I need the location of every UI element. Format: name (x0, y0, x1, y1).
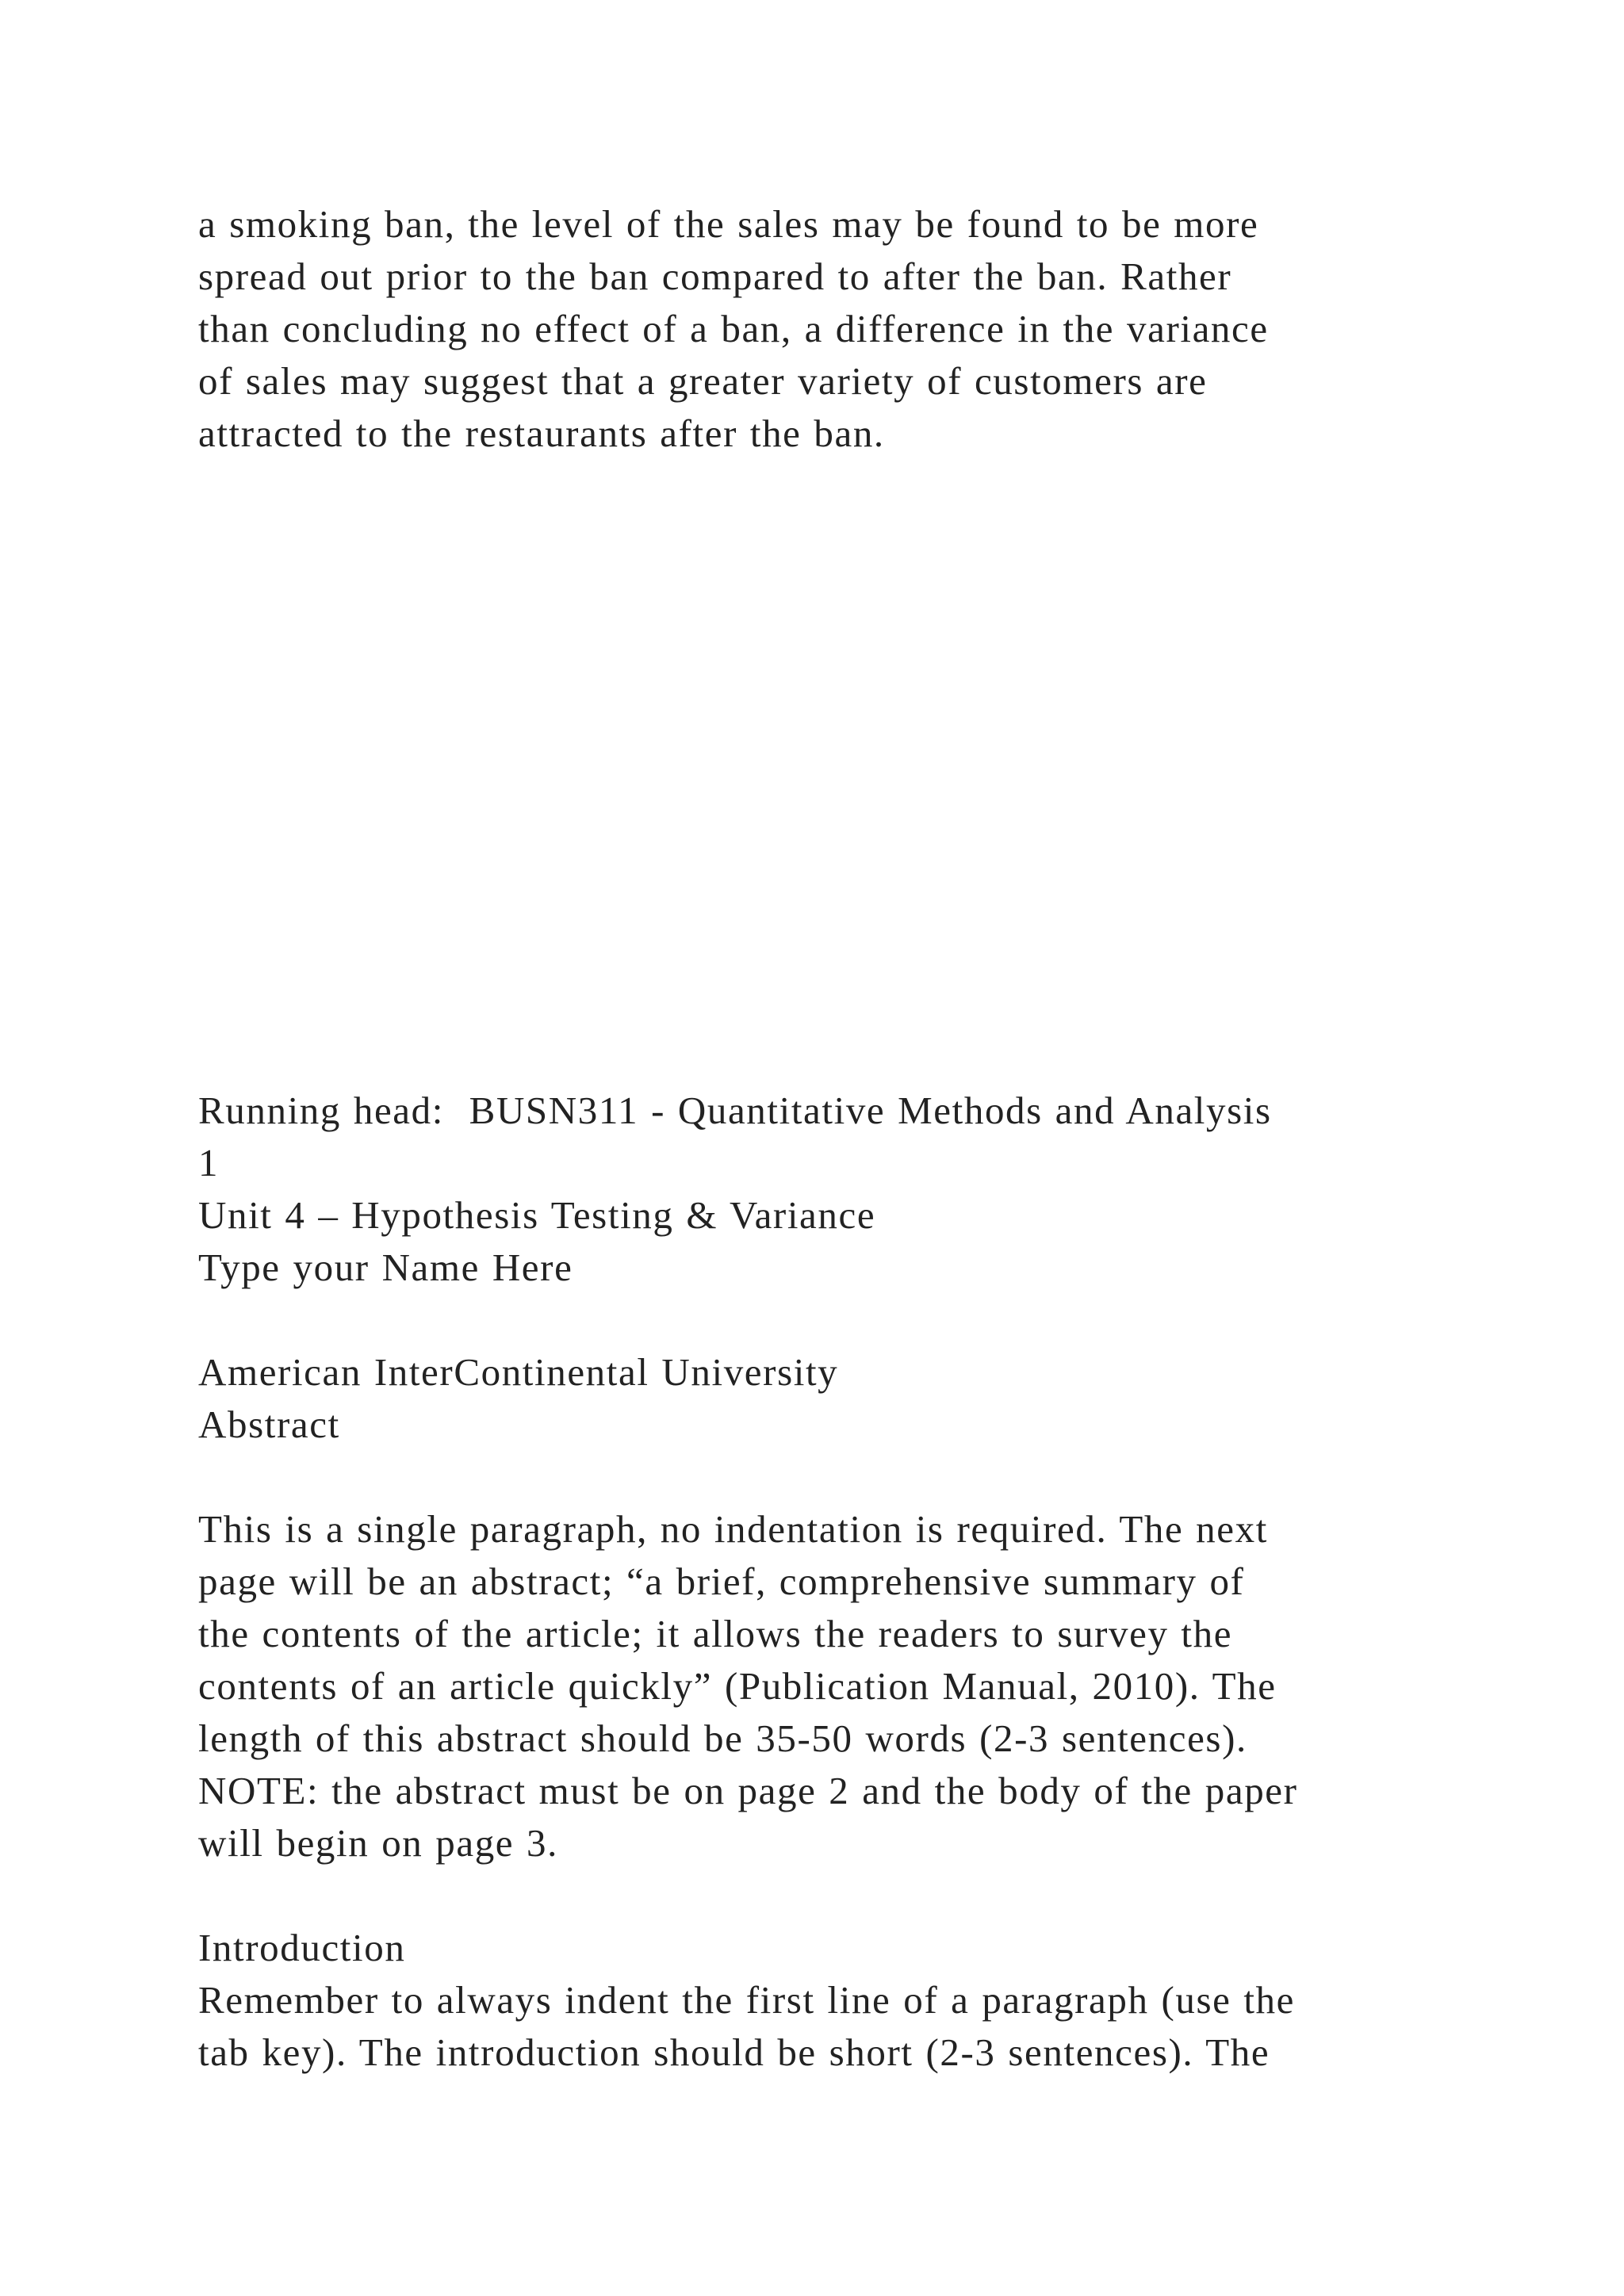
document-title: Unit 4 – Hypothesis Testing & Variance (198, 1193, 876, 1237)
paragraph-line: attracted to the restaurants after the ban. (198, 411, 885, 455)
running-head: Running head: BUSN311 - Quantitative Methods and Analysis (198, 1089, 1272, 1132)
abstract-heading: Abstract (198, 1402, 340, 1446)
abstract-line: the contents of the article; it allows the readers to survey the (198, 1612, 1233, 1655)
continued-paragraph (198, 198, 1467, 460)
paragraph-line: of sales may suggest that a greater variety of customers are (198, 359, 1208, 403)
abstract-line: page will be an abstract; “a brief, comprehensive summary of (198, 1559, 1245, 1603)
title-page-section (198, 1085, 1467, 2079)
paragraph-line: than concluding no effect of a ban, a difference in the variance (198, 307, 1269, 350)
abstract-line: contents of an article quickly” (Publication Manual, 2010). The (198, 1664, 1277, 1708)
introduction-line: tab key). The introduction should be short (2-3 sentences). The (198, 2030, 1270, 2074)
abstract-line: will begin on page 3. (198, 1821, 558, 1865)
institution-name: American InterContinental University (198, 1350, 839, 1394)
abstract-line: This is a single paragraph, no indentation is required. The next (198, 1507, 1268, 1551)
introduction-line: Remember to always indent the first line of a paragraph (use the (198, 1978, 1295, 2022)
blank-line (198, 1451, 1467, 1503)
page-number: 1 (198, 1141, 220, 1184)
blank-line (198, 1869, 1467, 1922)
paragraph-line: a smoking ban, the level of the sales may be found to be more (198, 202, 1259, 246)
abstract-line: NOTE: the abstract must be on page 2 and the body of the paper (198, 1769, 1298, 1812)
blank-line (198, 1294, 1467, 1346)
introduction-heading: Introduction (198, 1926, 406, 1969)
abstract-line: length of this abstract should be 35-50 words (2-3 sentences). (198, 1716, 1247, 1760)
paragraph-line: spread out prior to the ban compared to after the ban. Rather (198, 254, 1232, 298)
author-name: Type your Name Here (198, 1246, 573, 1289)
